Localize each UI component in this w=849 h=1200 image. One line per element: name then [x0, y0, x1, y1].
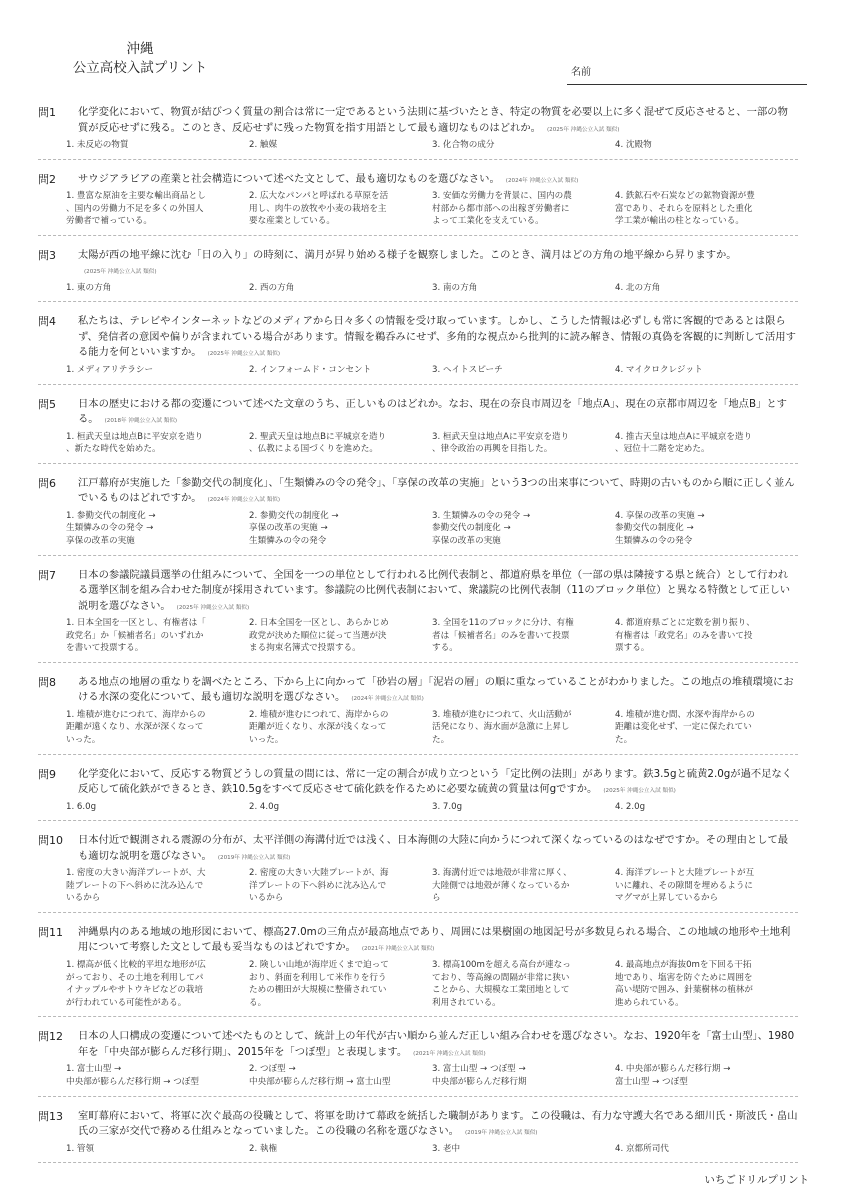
- answer-choice[interactable]: 4. 推古天皇は地点Aに平城京を造り 、冠位十二階を定めた。: [615, 431, 753, 455]
- answer-choices: [66, 801, 798, 814]
- question-row: [38, 248, 798, 281]
- answer-choice[interactable]: 3. 7.0g: [432, 801, 463, 812]
- question-source: (2024年 沖縄公立入試 類似): [207, 497, 281, 504]
- answer-choices: [66, 617, 798, 655]
- answer-choice[interactable]: 3. 南の方角: [432, 282, 478, 293]
- question-text-wrap: [78, 767, 798, 800]
- answer-choice[interactable]: 1. 豊富な原油を主要な輸出商品とし 、国内の労働力不足を多くの外国人 労働者で補っている。: [66, 191, 206, 227]
- question-text-wrap: [78, 172, 798, 190]
- answer-choice[interactable]: 4. 中央部が膨らんだ移行期 → 富士山型 → つぼ型: [615, 1064, 731, 1087]
- question-text-wrap: [78, 248, 798, 281]
- question-text: 日本の参議院議員選挙の仕組みについて、全国を一つの単位として行われる比例代表制と、都道府県を単位（一部の県は隣接する県と統合）として行われる選挙区制を組み合わせた制度が採用されています。参議院の比例代表制において、衆議院の比例代表制（11のブロック単位）と異なる特徴として正しい説明を選びなさい。: [78, 568, 791, 612]
- answer-choice[interactable]: 1. 標高が低く比較的平坦な地形が広 がっており、その土地を利用してパ イナップルやサトウキビなどの栽培 が行われている可能性がある。: [66, 959, 206, 1008]
- question-text-wrap: [78, 1029, 798, 1062]
- question-number: 問7: [38, 568, 56, 582]
- question-text: 私たちは、テレビやインターネットなどのメディアから日々多くの情報を受け取っています。しかし、こうした情報は必ずしも常に客観的であるとは限らず、発信者の意図や偏りが含まれている場合があります。情報を鵜呑みにせず、多角的な視点から批判的に読み解き、情報の真偽を客観的に判断して活用する能力を何といいますか。: [78, 315, 796, 359]
- answer-choice[interactable]: 1. 堆積が進むにつれて、海岸からの 距離が遠くなり、水深が深くなって いった。: [66, 709, 206, 745]
- answer-choice[interactable]: 1. 管領: [66, 1143, 95, 1154]
- answer-choices: [66, 364, 798, 377]
- question-number: 問13: [38, 1109, 63, 1123]
- answer-choice[interactable]: 4. 堆積が進む間、水深や海岸からの 距離は変化せず、一定に保たれてい た。: [615, 709, 755, 745]
- question-text: 化学変化において、物質が結びつく質量の割合は常に一定であるという法則に基づいたとき、特定の物質を必要以上に多く混ぜて反応させると、一部の物質が反応せずに残る。このとき、反応せずに残った物質を指す用語として最も適切なものはどれか。: [78, 106, 788, 134]
- answer-choices: [66, 959, 798, 1009]
- question-source: (2025年 沖縄公立入試 類似): [84, 269, 157, 276]
- question-text: 江戸幕府が実施した「参勤交代の制度化」、「生類憐みの令の発令」、「享保の改革の実施」という3つの出来事について、時期の古いものから順に正しく並んでいるものはどれですか。: [78, 476, 795, 505]
- question-block: [38, 762, 798, 822]
- question-source: (2025年 沖縄公立入試 類似): [546, 126, 620, 133]
- answer-choice[interactable]: 4. 京都所司代: [615, 1143, 669, 1154]
- answer-choice[interactable]: 2. インフォームド・コンセント: [249, 364, 372, 375]
- name-field[interactable]: [567, 66, 807, 85]
- question-block: [38, 920, 798, 1017]
- answer-choice[interactable]: 1. 6.0g: [66, 801, 97, 812]
- question-source: (2021年 沖縄公立入試 類似): [413, 1050, 486, 1057]
- answer-choice[interactable]: 1. 未反応の物質: [66, 140, 129, 150]
- answer-choice[interactable]: 3. 富士山型 → つぼ型 → 中央部が膨らんだ移行期: [432, 1064, 527, 1087]
- question-number: 問1: [38, 106, 56, 119]
- question-number: 問9: [38, 767, 56, 781]
- question-text: 日本の人口構成の変遷について述べたものとして、統計上の年代が古い順から並んだ正しい組み合わせを選びなさい。なお、1920年を「富士山型」、1980年を「中央部が膨らんだ移行期」、2015年を「つぼ型」と表現します。: [78, 1030, 795, 1058]
- question-block: [38, 1024, 798, 1096]
- question-source: (2024年 沖縄公立入試 類似): [351, 696, 424, 703]
- answer-choices: [66, 510, 798, 548]
- question-block: [38, 167, 798, 236]
- question-block: [38, 563, 798, 663]
- question-row: [38, 105, 798, 138]
- answer-choice[interactable]: 3. 老中: [432, 1143, 461, 1154]
- question-number: 問6: [38, 476, 56, 490]
- answer-choice[interactable]: 4. 鉄鉱石や石炭などの鉱物資源が豊 富であり、それらを原料とした重化 学工業が輸出の柱となっている。: [615, 191, 755, 227]
- question-block: [38, 309, 798, 384]
- answer-choice[interactable]: 1. 日本全国を一区とし、有権者は「 政党名」か「候補者名」のいずれか を書いて投票する。: [66, 618, 206, 654]
- answer-choice[interactable]: 2. 日本全国を一区とし、あらかじめ 政党が決めた順位に従って当選が決 まる拘束名簿式で投票する。: [249, 618, 389, 654]
- question-number: 問2: [38, 172, 56, 186]
- question-text: 太陽が西の地平線に沈む「日の入り」の時刻に、満月が昇り始める様子を観察しました。このとき、満月はどの方角の地平線から昇りますか。: [78, 248, 737, 261]
- question-list: [38, 100, 798, 1170]
- question-block: [38, 1104, 798, 1164]
- answer-choice[interactable]: 2. 触媒: [249, 140, 278, 150]
- answer-choice[interactable]: 3. 標高100mを超える高台が連なっ ており、等高線の間隔が非常に狭い ことから、大規模な工業団地として 利用されている。: [432, 959, 571, 1008]
- question-row: [38, 833, 798, 866]
- answer-choice[interactable]: 2. 4.0g: [249, 801, 280, 812]
- question-row: [38, 1029, 798, 1062]
- question-row: [38, 925, 798, 958]
- answer-choice[interactable]: 1. 富士山型 → 中央部が膨らんだ移行期 → つぼ型: [66, 1064, 199, 1087]
- question-text-wrap: [78, 833, 798, 866]
- question-row: [38, 568, 798, 617]
- answer-choice[interactable]: 3. 化合物の成分: [432, 140, 495, 150]
- question-row: [38, 1109, 798, 1142]
- answer-choices: [66, 1063, 798, 1088]
- footer-brand: いちごドリルプリント: [704, 1174, 809, 1186]
- question-text-wrap: [78, 925, 798, 958]
- question-number: 問10: [38, 834, 63, 848]
- answer-choice[interactable]: 4. 都道府県ごとに定数を割り振り、 有権者は「政党名」のみを書いて投 票する。: [615, 618, 755, 654]
- answer-choices: [66, 139, 798, 152]
- answer-choice[interactable]: 4. 北の方角: [615, 282, 661, 293]
- question-text-wrap: [78, 1109, 798, 1142]
- question-text: 日本付近で観測される震源の分布が、太平洋側の海溝付近では浅く、日本海側の大陸に向かうにつれて深くなっているのはなぜですか。その理由として最も適切な説明を選びなさい。: [78, 834, 789, 862]
- answer-choice[interactable]: 2. 参勤交代の制度化 → 享保の改革の実施 → 生類憐みの令の発令: [249, 510, 339, 546]
- answer-choice[interactable]: 2. 険しい山地が海岸近くまで迫って おり、斜面を利用して米作りを行う ための棚田が大規模に整備されてい る。: [249, 959, 389, 1008]
- answer-choice[interactable]: 1. 参勤交代の制度化 → 生類憐みの令の発令 → 享保の改革の実施: [66, 510, 156, 546]
- answer-choices: [66, 1143, 798, 1156]
- answer-choice[interactable]: 4. 2.0g: [615, 801, 646, 812]
- question-text-wrap: [78, 314, 798, 363]
- answer-choice[interactable]: 2. 聖武天皇は地点Bに平城京を造り 、仏教による国づくりを進めた。: [249, 431, 387, 455]
- question-row: [38, 172, 798, 190]
- question-block: [38, 828, 798, 913]
- question-source: (2025年 沖縄公立入試 類似): [207, 351, 281, 358]
- question-row: [38, 675, 798, 708]
- answer-choice[interactable]: 4. 享保の改革の実施 → 参勤交代の制度化 → 生類憐みの令の発令: [615, 510, 705, 546]
- question-text: ある地点の地層の重なりを調べたところ、下から上に向かって「砂岩の層」「泥岩の層」の順に重なっていることがわかりました。この地点の堆積環境における水深の変化について、最も適切な説明を選びなさい。: [78, 675, 794, 704]
- answer-choice[interactable]: 2. つぼ型 → 中央部が膨らんだ移行期 → 富士山型: [249, 1064, 391, 1087]
- question-source: (2025年 沖縄公立入試 類似): [176, 604, 250, 611]
- answer-choice[interactable]: 2. 西の方角: [249, 282, 295, 293]
- answer-choice[interactable]: 1. 密度の大きい海洋プレートが、大 陸プレートの下へ斜めに沈み込んで いるから: [66, 868, 206, 904]
- question-number: 問11: [38, 925, 63, 939]
- question-block: [38, 471, 798, 556]
- title-subject: 公立高校入試プリント: [72, 60, 208, 76]
- answer-choice[interactable]: 3. 海溝付近では地殻が非常に厚く、 大陸側では地殻が薄くなっているか ら: [432, 868, 572, 904]
- question-row: [38, 397, 798, 430]
- question-block: [38, 670, 798, 755]
- answer-choice[interactable]: 3. 全国を11のブロックに分け、有権 者は「候補者名」のみを書いて投票 する。: [432, 618, 574, 654]
- question-source: (2025年 沖縄公立入試 類似): [603, 788, 676, 795]
- question-number: 問4: [38, 315, 56, 329]
- answer-choice[interactable]: 2. 密度の大きい大陸プレートが、海 洋プレートの下へ斜めに沈み込んで いるから: [249, 868, 389, 904]
- question-source: (2019年 沖縄公立入試 類似): [464, 1130, 538, 1137]
- answer-choice[interactable]: 3. 安価な労働力を背景に、国内の農 村部から都市部への出稼ぎ労働者に よって工業化を支えている。: [432, 191, 572, 227]
- answer-choices: [66, 867, 798, 905]
- answer-choice[interactable]: 3. 桓武天皇は地点Aに平安京を造り 、律令政治の再興を目指した。: [432, 431, 570, 455]
- question-row: [38, 314, 798, 363]
- question-block: [38, 100, 798, 160]
- answer-choices: [66, 190, 798, 228]
- answer-choice[interactable]: 2. 広大なパンパと呼ばれる草原を活 用し、肉牛の放牧や小麦の栽培を主 要な産業としている。: [249, 191, 389, 227]
- question-text: 化学変化において、反応する物質どうしの質量の間には、常に一定の割合が成り立つという「定比例の法則」があります。鉄3.5gと硫黄2.0gが過不足なく反応して硫化鉄ができるとき、鉄10.5gをすべて反応させて硫化鉄を作るために必要な硫黄の質量は何gですか。: [78, 767, 793, 796]
- question-source: (2018年 沖縄公立入試 類似): [104, 418, 178, 425]
- question-text: 日本の歴史における都の変遷について述べた文章のうち、正しいものはどれか。なお、現在の奈良市周辺を「地点A」、現在の京都市周辺を「地点B」とする。: [78, 397, 787, 426]
- question-text-wrap: [78, 675, 798, 708]
- question-text: 室町幕府において、将軍に次ぐ最高の役職として、将軍を助けて幕政を統括した職制があります。この役職は、有力な守護大名である細川氏・斯波氏・畠山氏の三家が交代で務める仕組みとなっていました。この役職の名称を選びなさい。: [78, 1109, 798, 1138]
- answer-choices: [66, 282, 798, 295]
- question-number: 問5: [38, 397, 56, 411]
- title-prefecture: 沖縄: [126, 41, 154, 57]
- answer-choice[interactable]: 2. 執権: [249, 1143, 278, 1154]
- answer-choices: [66, 709, 798, 747]
- question-text: 沖縄県内のある地域の地形図において、標高27.0mの三角点が最高地点であり、周囲には果樹園の地図記号が多数見られる場合、この地域の地形や土地利用について考察した文として最も妥当なものはどれですか。: [78, 925, 791, 954]
- answer-choice[interactable]: 4. マイクロクレジット: [615, 364, 703, 375]
- question-text-wrap: [78, 476, 798, 509]
- answer-choice[interactable]: 3. 生類憐みの令の発令 → 参勤交代の制度化 → 享保の改革の実施: [432, 510, 531, 546]
- question-text-wrap: [78, 568, 798, 617]
- question-source: (2024年 沖縄公立入試 類似): [505, 177, 579, 184]
- answer-choice[interactable]: 4. 沈殿物: [615, 140, 652, 150]
- question-source: (2021年 沖縄公立入試 類似): [361, 946, 435, 953]
- question-text: サウジアラビアの産業と社会構造について述べた文として、最も適切なものを選びなさい。: [78, 172, 500, 185]
- question-row: [38, 767, 798, 800]
- answer-choice[interactable]: 2. 堆積が進むにつれて、海岸からの 距離が近くなり、水深が浅くなって いった。: [249, 709, 389, 745]
- answer-choice[interactable]: 3. 堆積が進むにつれて、火山活動が 活発になり、海水面が急激に上昇し た。: [432, 709, 572, 745]
- answer-choice[interactable]: 3. ヘイトスピーチ: [432, 364, 503, 375]
- question-number: 問3: [38, 248, 56, 262]
- answer-choice[interactable]: 4. 最高地点が海抜0mを下回る干拓 地であり、塩害を防ぐために周囲を 高い堤防で囲み、針葉樹林の植林が 進められている。: [615, 959, 754, 1008]
- question-block: [38, 392, 798, 464]
- question-number: 問12: [38, 1030, 63, 1044]
- name-label: 名前: [571, 67, 591, 78]
- question-source: (2019年 沖縄公立入試 類似): [217, 854, 291, 861]
- answer-choice[interactable]: 1. 東の方角: [66, 282, 112, 293]
- worksheet-title: [40, 40, 240, 78]
- question-row: [38, 476, 798, 509]
- question-number: 問8: [38, 675, 56, 689]
- question-block: [38, 243, 798, 303]
- question-text-wrap: [78, 105, 798, 138]
- answer-choice[interactable]: 1. 桓武天皇は地点Bに平安京を造り 、新たな時代を始めた。: [66, 431, 204, 455]
- answer-choices: [66, 431, 798, 456]
- question-text-wrap: [78, 397, 798, 430]
- answer-choice[interactable]: 4. 海洋プレートと大陸プレートが互 いに離れ、その隙間を埋めるように マグマが上昇しているから: [615, 868, 755, 904]
- answer-choice[interactable]: 1. メディアリテラシー: [66, 364, 154, 375]
